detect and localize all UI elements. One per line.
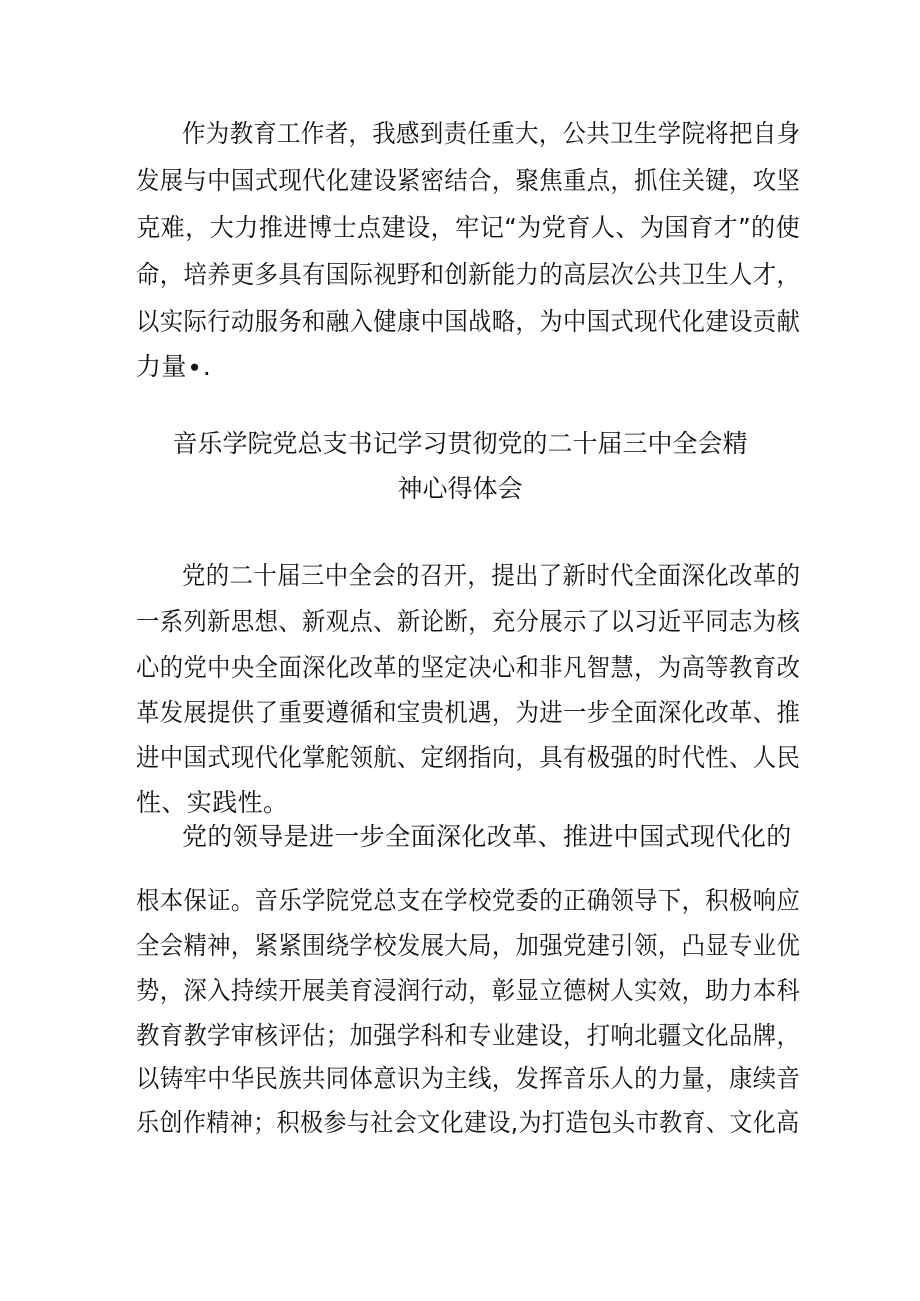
section-title-line-1: 音乐学院党总支书记学习贯彻党的二十届三中全会精 bbox=[172, 429, 748, 458]
paragraph-1-line-6: 力量∙. bbox=[136, 352, 212, 381]
paragraph-2-line-1: 党的二十届三中全会的召开，提出了新时代全面深化改革的 bbox=[182, 561, 801, 590]
paragraph-2-line-6: 性、实践性。 bbox=[136, 788, 289, 817]
paragraph-2-line-2: 一系列新思想、新观点、新论断，充分展示了以习近平同志为核 bbox=[136, 607, 801, 636]
paragraph-1-line-3: 克难，大力推进博士点建设，牢记“为党育人、为国育才”的使 bbox=[136, 213, 801, 242]
paragraph-3-line-7: 乐创作精神；积极参与社会文化建设,为打造包头市教育、文化高 bbox=[136, 1108, 800, 1137]
paragraph-1-line-4: 命，培养更多具有国际视野和创新能力的高层次公共卫生人才， bbox=[136, 260, 801, 289]
paragraph-1-line-1: 作为教育工作者，我感到责任重大，公共卫生学院将把自身 bbox=[182, 119, 801, 148]
paragraph-3-line-5: 教育教学审核评估；加强学科和专业建设，打响北疆文化品牌， bbox=[136, 1021, 801, 1050]
paragraph-3-line-3: 全会精神，紧紧围绕学校发展大局，加强党建引领，凸显专业优 bbox=[136, 931, 801, 960]
paragraph-3-line-2: 根本保证。音乐学院党总支在学校党委的正确领导下，积极响应 bbox=[136, 886, 801, 915]
paragraph-1-line-2: 发展与中国式现代化建设紧密结合，聚焦重点，抓住关键，攻坚 bbox=[136, 166, 801, 195]
paragraph-1-line-5: 以实际行动服务和融入健康中国战略，为中国式现代化建设贡献 bbox=[136, 307, 801, 336]
paragraph-2-line-3: 心的党中央全面深化改革的坚定决心和非凡智慧，为高等教育改 bbox=[136, 653, 801, 682]
paragraph-3-line-4: 势，深入持续开展美育浸润行动，彰显立德树人实效，助力本科 bbox=[136, 976, 801, 1005]
section-title-line-2: 神心得体会 bbox=[397, 474, 523, 503]
paragraph-3-line-1: 党的领导是进一步全面深化改革、推进中国式现代化的 bbox=[182, 822, 792, 851]
paragraph-2-line-5: 进中国式现代化掌舵领航、定纲指向，具有极强的时代性、人民 bbox=[136, 743, 801, 772]
paragraph-2-line-4: 革发展提供了重要遵循和宝贵机遇，为进一步全面深化改革、推 bbox=[136, 698, 801, 727]
paragraph-3-line-6: 以铸牢中华民族共同体意识为主线，发挥音乐人的力量，康续音 bbox=[136, 1064, 801, 1093]
